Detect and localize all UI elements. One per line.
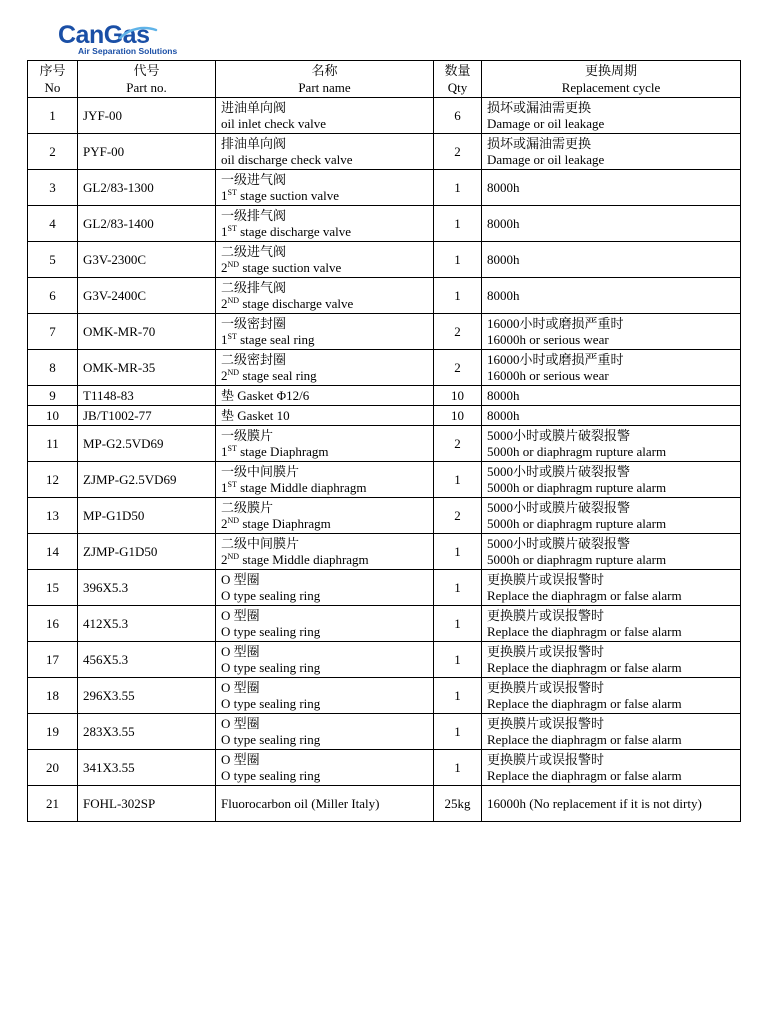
- table-header-row: [28, 61, 741, 98]
- cell-replacement-cycle: [482, 242, 741, 278]
- cell-qty: 10: [434, 386, 482, 406]
- cell-no: 16: [28, 606, 78, 642]
- cell-no: 19: [28, 714, 78, 750]
- header-part-name: 名称 Part name: [216, 61, 434, 98]
- cell-qty: 1: [434, 278, 482, 314]
- logo-tagline: Air Separation Solutions: [78, 46, 178, 56]
- cell-qty: 25kg: [434, 786, 482, 822]
- cell-qty: 1: [434, 714, 482, 750]
- cycle-line-2: Replace the diaphragm or false alarm: [487, 731, 682, 747]
- header-part-no: 代号 Part no.: [78, 61, 216, 98]
- cell-part-name: [216, 134, 434, 170]
- cycle-line-1: 8000h: [487, 215, 520, 231]
- cell-replacement-cycle: 16000h (No replacement if it is not dirty): [482, 786, 741, 822]
- cell-part-no: OMK-MR-35: [78, 350, 216, 386]
- part-name-cn: 一级密封圈: [221, 315, 287, 331]
- cell-no: 7: [28, 314, 78, 350]
- stage-ordinal-suffix: ND: [227, 515, 240, 525]
- cycle-line-1: 更换膜片或误报警时: [487, 715, 605, 731]
- part-name-en: 1ST stage discharge valve: [221, 223, 352, 239]
- cell-replacement-cycle: [482, 350, 741, 386]
- header-replacement-cycle: 更换周期 Replacement cycle: [482, 61, 741, 98]
- table-row: [28, 98, 741, 134]
- cell-part-no: G3V-2400C: [78, 278, 216, 314]
- stage-ordinal-suffix: ST: [227, 331, 237, 341]
- cell-part-name: [216, 642, 434, 678]
- cell-qty: 1: [434, 606, 482, 642]
- cell-part-name: [216, 534, 434, 570]
- cell-no: 14: [28, 534, 78, 570]
- cell-part-no: 412X5.3: [78, 606, 216, 642]
- part-name-cn: O 型圈: [221, 751, 260, 767]
- cell-part-name: [216, 462, 434, 498]
- cycle-line-1: 16000小时或磨损严重时: [487, 315, 624, 331]
- cell-no: 8: [28, 350, 78, 386]
- cycle-line-1: 损坏或漏油需更换: [487, 99, 592, 115]
- part-name-cn: 进油单向阀: [221, 99, 287, 115]
- cell-replacement-cycle: [482, 570, 741, 606]
- cell-part-name: [216, 170, 434, 206]
- part-name-en: 2ND stage suction valve: [221, 259, 342, 275]
- table-row: [28, 170, 741, 206]
- cell-part-no: 283X3.55: [78, 714, 216, 750]
- cycle-line-2: Replace the diaphragm or false alarm: [487, 623, 682, 639]
- cell-no: 9: [28, 386, 78, 406]
- part-name-cn: O 型圈: [221, 607, 260, 623]
- part-name-en: O type sealing ring: [221, 767, 321, 783]
- cell-part-name: [216, 606, 434, 642]
- cycle-line-1: 8000h: [487, 287, 520, 303]
- cycle-line-1: 更换膜片或误报警时: [487, 679, 605, 695]
- cell-part-no: ZJMP-G2.5VD69: [78, 462, 216, 498]
- part-name-en: 2ND stage Middle diaphragm: [221, 551, 369, 567]
- cell-replacement-cycle: [482, 406, 741, 426]
- part-name-en: O type sealing ring: [221, 695, 321, 711]
- stage-ordinal-suffix: ND: [227, 367, 240, 377]
- cell-part-name: [216, 206, 434, 242]
- cell-no: 4: [28, 206, 78, 242]
- cell-part-name: [216, 242, 434, 278]
- cell-part-name: 垫 Gasket 10: [216, 406, 434, 426]
- cell-no: 1: [28, 98, 78, 134]
- cell-replacement-cycle: [482, 426, 741, 462]
- cell-part-no: PYF-00: [78, 134, 216, 170]
- cell-replacement-cycle: [482, 498, 741, 534]
- logo-wordmark: CanGas: [58, 21, 150, 49]
- cell-no: 6: [28, 278, 78, 314]
- cell-qty: 2: [434, 134, 482, 170]
- part-name-cn: O 型圈: [221, 643, 260, 659]
- cell-no: 12: [28, 462, 78, 498]
- part-name-cn: 二级排气阀: [221, 279, 287, 295]
- cell-part-no: GL2/83-1400: [78, 206, 216, 242]
- part-name-cn: 二级密封圈: [221, 351, 287, 367]
- cell-qty: 1: [434, 678, 482, 714]
- part-name-en: 2ND stage Diaphragm: [221, 515, 331, 531]
- cell-replacement-cycle: [482, 206, 741, 242]
- cell-part-name: [216, 314, 434, 350]
- table-row: [28, 462, 741, 498]
- cell-no: 21: [28, 786, 78, 822]
- cell-no: 15: [28, 570, 78, 606]
- cell-part-no: MP-G2.5VD69: [78, 426, 216, 462]
- cell-qty: 1: [434, 170, 482, 206]
- cell-qty: 2: [434, 350, 482, 386]
- part-name-cn: O 型圈: [221, 715, 260, 731]
- part-name-cn: 二级膜片: [221, 499, 274, 515]
- cycle-line-1: 5000小时或膜片破裂报警: [487, 427, 631, 443]
- logo-swoosh-icon: [118, 26, 158, 42]
- cell-replacement-cycle: [482, 386, 741, 406]
- table-row: [28, 386, 741, 406]
- cycle-line-1: 8000h: [487, 251, 520, 267]
- cycle-line-2: Replace the diaphragm or false alarm: [487, 767, 682, 783]
- cell-qty: 6: [434, 98, 482, 134]
- cell-part-no: T1148-83: [78, 386, 216, 406]
- stage-ordinal-suffix: ST: [227, 443, 237, 453]
- table-row: [28, 314, 741, 350]
- part-name-en: O type sealing ring: [221, 623, 321, 639]
- cycle-line-1: 更换膜片或误报警时: [487, 751, 605, 767]
- stage-ordinal-suffix: ND: [227, 259, 240, 269]
- cell-replacement-cycle: [482, 714, 741, 750]
- stage-ordinal-suffix: ND: [227, 551, 240, 561]
- part-name-en: 1ST stage seal ring: [221, 331, 315, 347]
- cell-qty: 1: [434, 642, 482, 678]
- cycle-line-1: 更换膜片或误报警时: [487, 607, 605, 623]
- cell-part-no: GL2/83-1300: [78, 170, 216, 206]
- part-name-cn: 一级排气阀: [221, 207, 287, 223]
- part-name-en: 2ND stage discharge valve: [221, 295, 354, 311]
- cell-no: 2: [28, 134, 78, 170]
- part-name-en: 1ST stage Diaphragm: [221, 443, 329, 459]
- part-name-cn: 二级中间膜片: [221, 535, 300, 551]
- cycle-line-2: 5000h or diaphragm rupture alarm: [487, 443, 667, 459]
- part-name-cn: 排油单向阀: [221, 135, 287, 151]
- part-name-cn: 一级膜片: [221, 427, 274, 443]
- cell-part-name: Fluorocarbon oil (Miller Italy): [216, 786, 434, 822]
- part-name-cn: 一级进气阀: [221, 171, 287, 187]
- cell-qty: 1: [434, 534, 482, 570]
- cell-no: 20: [28, 750, 78, 786]
- cell-qty: 10: [434, 406, 482, 426]
- cell-part-no: G3V-2300C: [78, 242, 216, 278]
- cell-part-no: 396X5.3: [78, 570, 216, 606]
- cell-replacement-cycle: [482, 134, 741, 170]
- cycle-line-2: 16000h or serious wear: [487, 331, 609, 347]
- part-name-en: O type sealing ring: [221, 587, 321, 603]
- cycle-line-1: 5000小时或膜片破裂报警: [487, 535, 631, 551]
- part-name-cn: O 型圈: [221, 679, 260, 695]
- table-row: [28, 350, 741, 386]
- cell-part-name: [216, 750, 434, 786]
- cycle-line-1: 8000h: [487, 407, 520, 423]
- cell-qty: 1: [434, 462, 482, 498]
- stage-ordinal-suffix: ST: [227, 187, 237, 197]
- cell-part-no: JB/T1002-77: [78, 406, 216, 426]
- stage-ordinal-suffix: ND: [227, 295, 240, 305]
- cell-no: 11: [28, 426, 78, 462]
- table-row: [28, 534, 741, 570]
- cycle-line-2: 16000h or serious wear: [487, 367, 609, 383]
- cell-part-name: [216, 350, 434, 386]
- cycle-line-2: Replace the diaphragm or false alarm: [487, 659, 682, 675]
- cell-qty: 1: [434, 206, 482, 242]
- table-row: [28, 426, 741, 462]
- stage-ordinal-suffix: ST: [227, 479, 237, 489]
- part-name-cn: 二级进气阀: [221, 243, 287, 259]
- cycle-line-1: 16000小时或磨损严重时: [487, 351, 624, 367]
- cell-part-name: [216, 426, 434, 462]
- cell-replacement-cycle: [482, 462, 741, 498]
- cell-part-no: MP-G1D50: [78, 498, 216, 534]
- part-name-cn: O 型圈: [221, 571, 260, 587]
- cell-no: 17: [28, 642, 78, 678]
- cell-part-no: 456X5.3: [78, 642, 216, 678]
- cell-no: 18: [28, 678, 78, 714]
- cycle-line-2: Replace the diaphragm or false alarm: [487, 587, 682, 603]
- table-row: [28, 714, 741, 750]
- cell-replacement-cycle: [482, 170, 741, 206]
- company-logo: [58, 22, 188, 56]
- cell-replacement-cycle: [482, 534, 741, 570]
- cycle-line-1: 5000小时或膜片破裂报警: [487, 499, 631, 515]
- cell-part-name: [216, 678, 434, 714]
- cycle-line-1: 5000小时或膜片破裂报警: [487, 463, 631, 479]
- parts-table: [27, 60, 741, 822]
- cell-part-no: OMK-MR-70: [78, 314, 216, 350]
- header-no: 序号 No: [28, 61, 78, 98]
- cell-qty: 2: [434, 314, 482, 350]
- cell-part-name: [216, 714, 434, 750]
- cycle-line-2: 5000h or diaphragm rupture alarm: [487, 551, 667, 567]
- cell-part-no: FOHL-302SP: [78, 786, 216, 822]
- cycle-line-2: Replace the diaphragm or false alarm: [487, 695, 682, 711]
- part-name-en: 1ST stage suction valve: [221, 187, 340, 203]
- cell-replacement-cycle: [482, 98, 741, 134]
- table-row: [28, 242, 741, 278]
- cell-replacement-cycle: [482, 606, 741, 642]
- cell-no: 5: [28, 242, 78, 278]
- cycle-line-2: 5000h or diaphragm rupture alarm: [487, 479, 667, 495]
- cell-qty: 2: [434, 426, 482, 462]
- cell-part-name: [216, 570, 434, 606]
- cell-part-no: JYF-00: [78, 98, 216, 134]
- cell-replacement-cycle: [482, 278, 741, 314]
- table-row: [28, 278, 741, 314]
- part-name-en: oil inlet check valve: [221, 115, 327, 131]
- part-name-en: oil discharge check valve: [221, 151, 353, 167]
- cycle-line-1: 更换膜片或误报警时: [487, 643, 605, 659]
- table-row: [28, 750, 741, 786]
- cell-part-name: 垫 Gasket Φ12/6: [216, 386, 434, 406]
- cell-no: 13: [28, 498, 78, 534]
- header-qty: 数量 Qty: [434, 61, 482, 98]
- cell-part-no: ZJMP-G1D50: [78, 534, 216, 570]
- cell-part-name: [216, 278, 434, 314]
- table-row: [28, 498, 741, 534]
- table-row: [28, 606, 741, 642]
- cycle-line-1: 损坏或漏油需更换: [487, 135, 592, 151]
- cell-qty: 1: [434, 750, 482, 786]
- cell-replacement-cycle: [482, 642, 741, 678]
- part-name-cn: 一级中间膜片: [221, 463, 300, 479]
- table-row: [28, 678, 741, 714]
- cell-no: 10: [28, 406, 78, 426]
- cell-part-no: 296X3.55: [78, 678, 216, 714]
- cell-part-name: [216, 498, 434, 534]
- table-row: [28, 134, 741, 170]
- cycle-line-2: 5000h or diaphragm rupture alarm: [487, 515, 667, 531]
- part-name-en: 2ND stage seal ring: [221, 367, 317, 383]
- stage-ordinal-suffix: ST: [227, 223, 237, 233]
- cycle-line-1: 8000h: [487, 179, 520, 195]
- cycle-line-1: 更换膜片或误报警时: [487, 571, 605, 587]
- cycle-line-2: Damage or oil leakage: [487, 151, 605, 167]
- part-name-en: O type sealing ring: [221, 659, 321, 675]
- cell-part-name: [216, 98, 434, 134]
- cell-qty: 2: [434, 498, 482, 534]
- cell-replacement-cycle: [482, 678, 741, 714]
- cell-qty: 1: [434, 570, 482, 606]
- part-name-en: O type sealing ring: [221, 731, 321, 747]
- table-row: [28, 206, 741, 242]
- table-row: [28, 642, 741, 678]
- cycle-line-2: Damage or oil leakage: [487, 115, 605, 131]
- table-row: [28, 406, 741, 426]
- table-row: [28, 570, 741, 606]
- cell-replacement-cycle: [482, 314, 741, 350]
- cell-part-no: 341X3.55: [78, 750, 216, 786]
- cycle-line-1: 8000h: [487, 387, 520, 403]
- cell-no: 3: [28, 170, 78, 206]
- cell-qty: 1: [434, 242, 482, 278]
- cell-replacement-cycle: [482, 750, 741, 786]
- table-row: [28, 786, 741, 822]
- part-name-en: 1ST stage Middle diaphragm: [221, 479, 367, 495]
